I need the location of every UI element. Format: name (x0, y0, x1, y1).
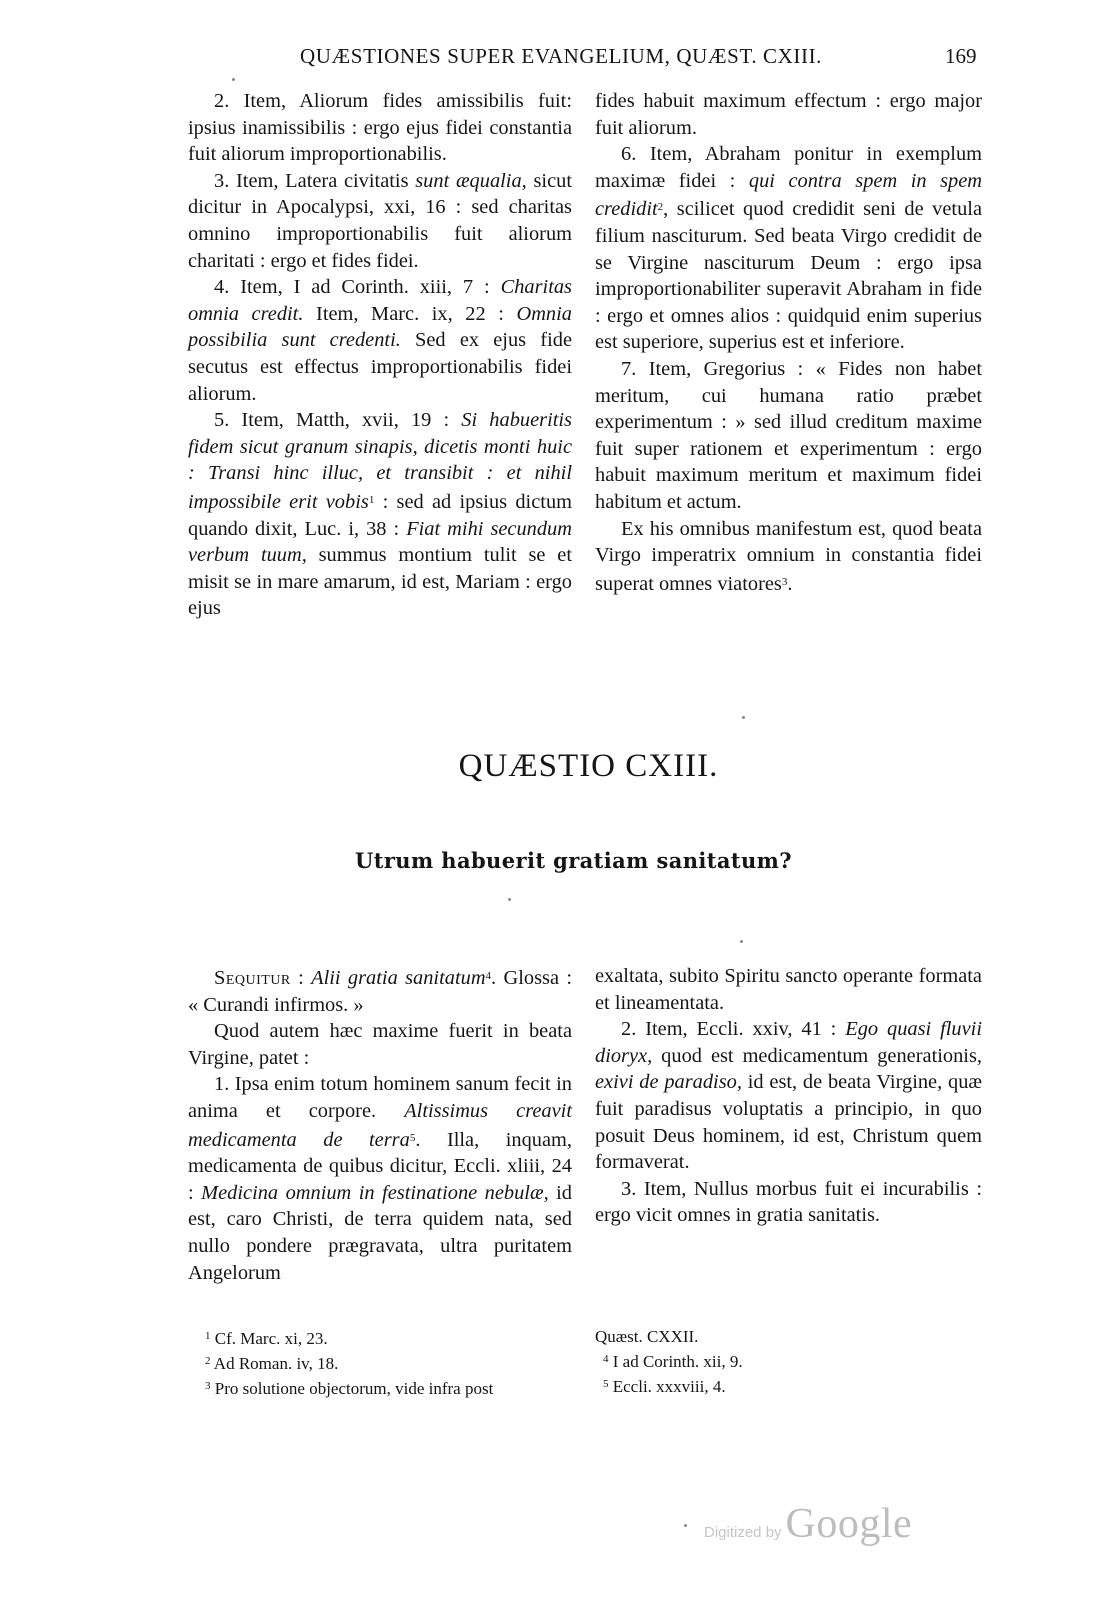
bottom-left-column (188, 963, 572, 1286)
paragraph-item-5: 5. Item, Matth, xvii, 19 : Si habueritis fidem sicut granum sinapis, dicetis monti huic : Transi hinc illuc, et transibit : et nihil impossibile erit vobis$^1$ : sed ad ipsius dictum quando dixit, Luc. i, 38 : Fiat mihi secundum verbum tuum, summus montium tulit se et misit se in mare amarum, id est, Mariam : ergo ejus (188, 409, 572, 620)
scan-speck (684, 1524, 687, 1527)
question-title: QUÆSTIO CXIII. (458, 748, 719, 784)
footnote-ref: 5 (409, 1131, 416, 1144)
top-left-column (188, 88, 572, 622)
bottom-right-column (595, 963, 982, 1229)
paragraph-item-4: 4. Item, I ad Corinth. xiii, 7 : Charitas omnia credit. Item, Marc. ix, 22 : Omnia possibilia sunt credenti. Sed ex ejus fide secutus est effectus improportionabilis fidei aliorum. (188, 276, 572, 405)
paragraph-conclusion: Ex his omnibus manifestum est, quod beata Virgo imperatrix omnium in constantia fidei superat omnes viatores$^3$. (595, 517, 982, 595)
footnote: $^5$ Eccli. xxxviii, 4. (603, 1377, 726, 1396)
footnote-ref: 3 (781, 575, 788, 588)
footnote: $^1$ Cf. Marc. xi, 23. (205, 1329, 328, 1348)
footnotes-left (205, 1325, 585, 1400)
scan-speck (232, 78, 235, 81)
paragraph-item-6: 6. Item, Abraham ponitur in exemplum maximæ fidei : qui contra spem in spem credidit$^2$, scilicet quod credidit seni de vetula filium nasciturum. Sed beata Virgo credidit de se Virgine nasciturum Deum : ergo ipsa improportionabiliter superavit Abraham in fide : ergo et omnes alios : quidquid enim superius est superiore, superius est et inferiore. (595, 143, 983, 354)
paragraph-patet: Quod autem hæc maxime fuerit in beata Virgine, patet : (188, 1020, 572, 1069)
paragraph-continuation: exaltata, subito Spiritu sancto operante formata et lineamentata. (595, 965, 982, 1014)
scan-speck (740, 940, 743, 943)
scan-speck (742, 716, 745, 719)
footnote: $^3$ Pro solutione objectorum, vide infra post (205, 1379, 494, 1398)
digitized-label: Digitized by (704, 1524, 782, 1541)
paragraph-item-3: 3. Item, Latera civitatis sunt æqualia, sicut dicitur in Apocalypsi, xxi, 16 : sed charitas omnino improportionabilis fuit aliorum charitati : ergo et fides fidei. (188, 169, 572, 272)
top-right-column (595, 88, 982, 597)
question-subtitle: Utrum habuerit gratiam sanitatum? (355, 848, 792, 873)
paragraph-item-2: 2. Item, Eccli. xxiv, 41 : Ego quasi fluvii dioryx, quod est medicamentum generationis, exivi de paradiso, id est, de beata Virgine, quæ fuit paradisus voluptatis a principio, in quo posuit Deus hominem, id est, Christum quem formaverat. (595, 1018, 982, 1174)
running-head: QUÆSTIONES SUPER EVANGELIUM, QUÆST. CXIII. (300, 44, 823, 68)
footnote: $^2$ Ad Roman. iv, 18. (205, 1354, 339, 1373)
footnote-ref: 2 (657, 201, 664, 214)
google-logo: Google (785, 1501, 913, 1547)
footnote-ref: 1 (368, 493, 375, 506)
paragraph-item-3: 3. Item, Nullus morbus fuit ei incurabilis : ergo vicit omnes in gratia sanitatis. (595, 1177, 982, 1227)
paragraph-sequitur: Sequitur : Alii gratia sanitatum$^4$. Glossa : « Curandi infirmos. » (188, 967, 572, 1016)
footnote: $^4$ I ad Corinth. xii, 9. (603, 1352, 743, 1371)
scan-speck (508, 898, 511, 901)
footnotes-right (595, 1325, 975, 1398)
footnote-ref: 4 (485, 970, 492, 982)
paragraph-item-1: 1. Ipsa enim totum hominem sanum fecit in anima et corpore. Altissimus creavit medicamenta de terra$^5$. Illa, inquam, medicamenta de quibus dicitur, Eccli. xliii, 24 : Medicina omnium in festinatione nebulæ, id est, caro Christi, de terra quidem nata, sed nullo pondere prægravata, ultra puritatem Angelorum (188, 1073, 573, 1284)
paragraph-continuation: fides habuit maximum effectum : ergo major fuit aliorum. (595, 90, 982, 139)
footnote-continuation: Quæst. CXXII. (595, 1327, 699, 1346)
paragraph-item-2: 2. Item, Aliorum fides amissibilis fuit: ipsius inamissibilis : ergo ejus fidei constantia fuit aliorum improportionabilis. (188, 90, 572, 166)
paragraph-item-7: 7. Item, Gregorius : « Fides non habet meritum, cui humana ratio præbet experimentum : » sed illud creditum maxime fuit super rationem et experimentum : ergo habuit maximum meritum et maximum fidei habitum et actum. (595, 357, 982, 513)
page-number: 169 (945, 44, 977, 68)
digitized-watermark (704, 1500, 912, 1548)
